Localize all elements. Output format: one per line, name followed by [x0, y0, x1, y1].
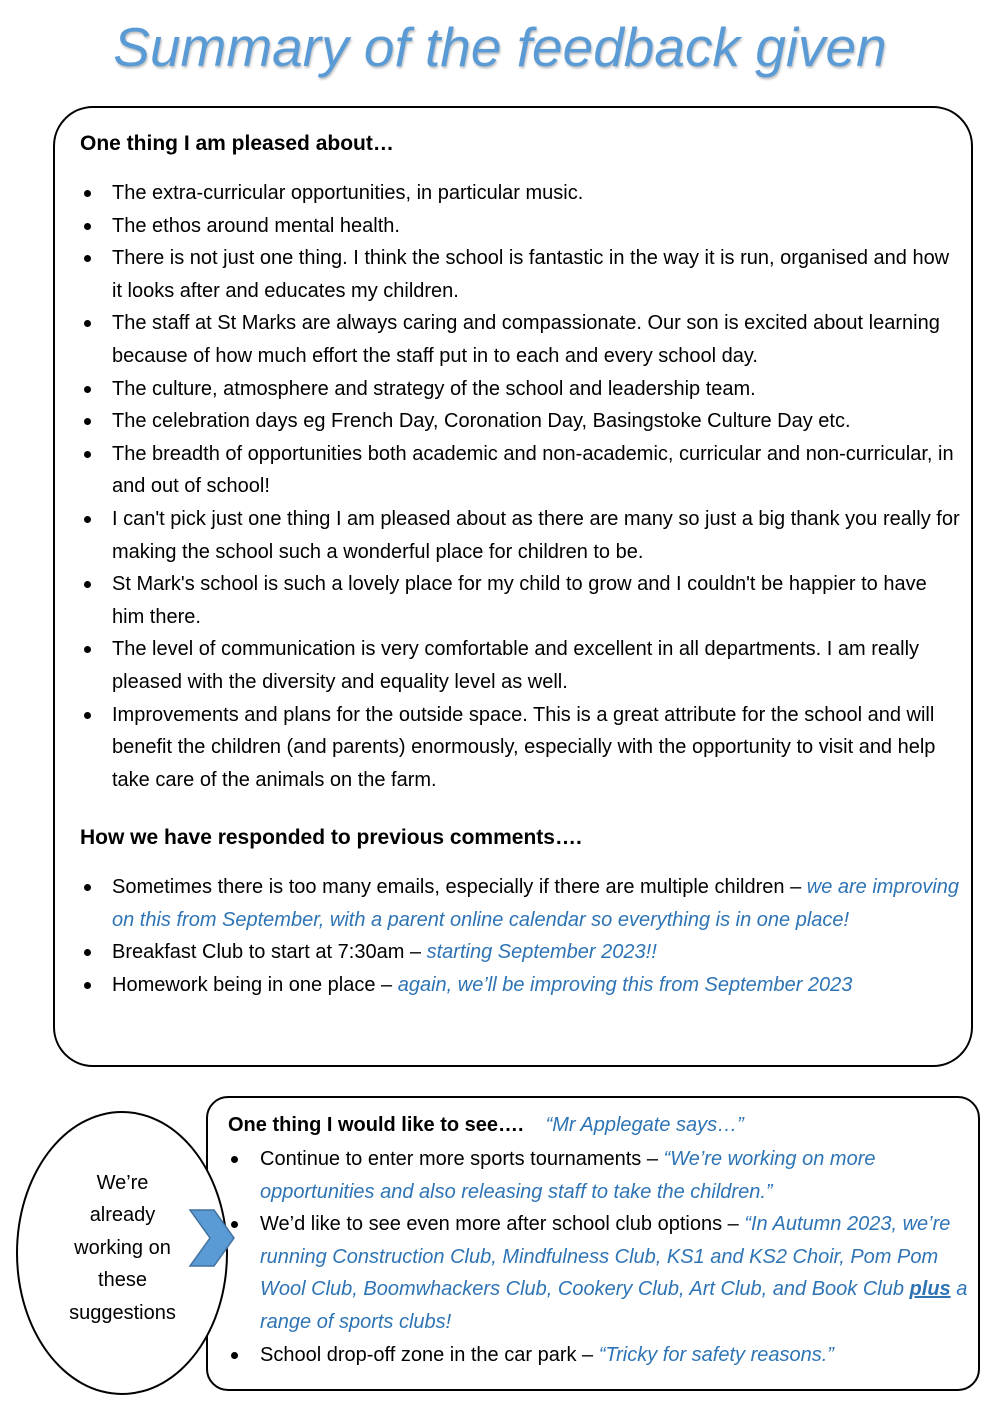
- list-item: The staff at St Marks are always caring and compassionate. Our son is excited about learning because of how much effort the staff put in to each and every school day.: [80, 307, 960, 372]
- response-text: “We’re working on more opportunities and also releasing staff to take the children.”: [260, 1148, 876, 1203]
- oval-text: [40, 1167, 205, 1329]
- list-item: The breadth of opportunities both academic and non-academic, curricular and non-curricular, in and out of school!: [80, 438, 960, 503]
- response-text: starting September 2023!!: [426, 941, 657, 964]
- list-item: [228, 1339, 968, 1372]
- response-part: “In Autumn 2023, we’re running Construction Club, Mindfulness Club, KS1 and KS2 Choir, Pom Pom Wool Club, Boomwhackers Club, Cookery Club, Art Club, and Book Club: [260, 1213, 951, 1301]
- list-item: There is not just one thing. I think the school is fantastic in the way it is run, organised and how it looks after and educates my children.: [80, 242, 960, 307]
- response-text: we are improving on this from September, with a parent online calendar so everything is in one place!: [112, 876, 960, 931]
- response-text: “Tricky for safety reasons.”: [598, 1343, 834, 1366]
- comment-text: Homework being in one place –: [112, 973, 398, 996]
- suggestion-text: School drop-off zone in the car park –: [260, 1343, 599, 1366]
- applegate-quote: “Mr Applegate says…”: [545, 1114, 744, 1136]
- list-item: [80, 936, 960, 969]
- list-item: [228, 1143, 968, 1208]
- suggestion-text: We’d like to see even more after school club options –: [260, 1213, 745, 1236]
- response-text: again, we’ll be improving this from September 2023: [397, 973, 853, 996]
- response-part: a range of sports clubs!: [260, 1278, 968, 1333]
- comment-text: Sometimes there is too many emails, especially if there are multiple children –: [112, 876, 807, 898]
- plus-emphasis: plus: [909, 1278, 951, 1301]
- list-item: [228, 1208, 968, 1338]
- page-title: Summary of the feedback given: [113, 16, 887, 78]
- like-to-see-title: One thing I would like to see….: [228, 1114, 524, 1136]
- list-item: The celebration days eg French Day, Coronation Day, Basingstoke Culture Day etc.: [80, 405, 960, 438]
- oval-line: We’re: [96, 1172, 149, 1194]
- list-item: [80, 969, 960, 1002]
- oval-line: already: [89, 1204, 156, 1227]
- suggestion-text: Continue to enter more sports tournaments –: [260, 1148, 664, 1170]
- responded-list: [80, 871, 960, 1001]
- responded-heading: How we have responded to previous comments….: [80, 826, 582, 849]
- list-item: The culture, atmosphere and strategy of the school and leadership team.: [80, 373, 960, 406]
- list-item: The extra-curricular opportunities, in particular music.: [80, 177, 960, 210]
- pleased-heading: One thing I am pleased about…: [80, 132, 394, 155]
- list-item: St Mark's school is such a lovely place for my child to grow and I couldn't be happier to have him there.: [80, 568, 960, 633]
- list-item: The ethos around mental health.: [80, 210, 960, 243]
- comment-text: Breakfast Club to start at 7:30am –: [112, 941, 427, 964]
- like-to-see-list: [228, 1143, 968, 1371]
- oval-line: these: [98, 1269, 147, 1292]
- list-item: Improvements and plans for the outside space. This is a great attribute for the school and will benefit the children (and parents) enormously, especially with the opportunity to visit and help take care of the animals on the farm.: [80, 699, 960, 797]
- list-item: [80, 871, 960, 936]
- oval-line: suggestions: [69, 1301, 176, 1324]
- list-item: I can't pick just one thing I am pleased about as there are many so just a big thank you really for making the school such a wonderful place for children to be.: [80, 503, 960, 568]
- oval-line: working on: [74, 1236, 171, 1259]
- like-to-see-heading: [228, 1110, 744, 1140]
- pleased-list: [80, 177, 960, 796]
- list-item: The level of communication is very comfortable and excellent in all departments. I am really pleased with the diversity and equality level as well.: [80, 633, 960, 698]
